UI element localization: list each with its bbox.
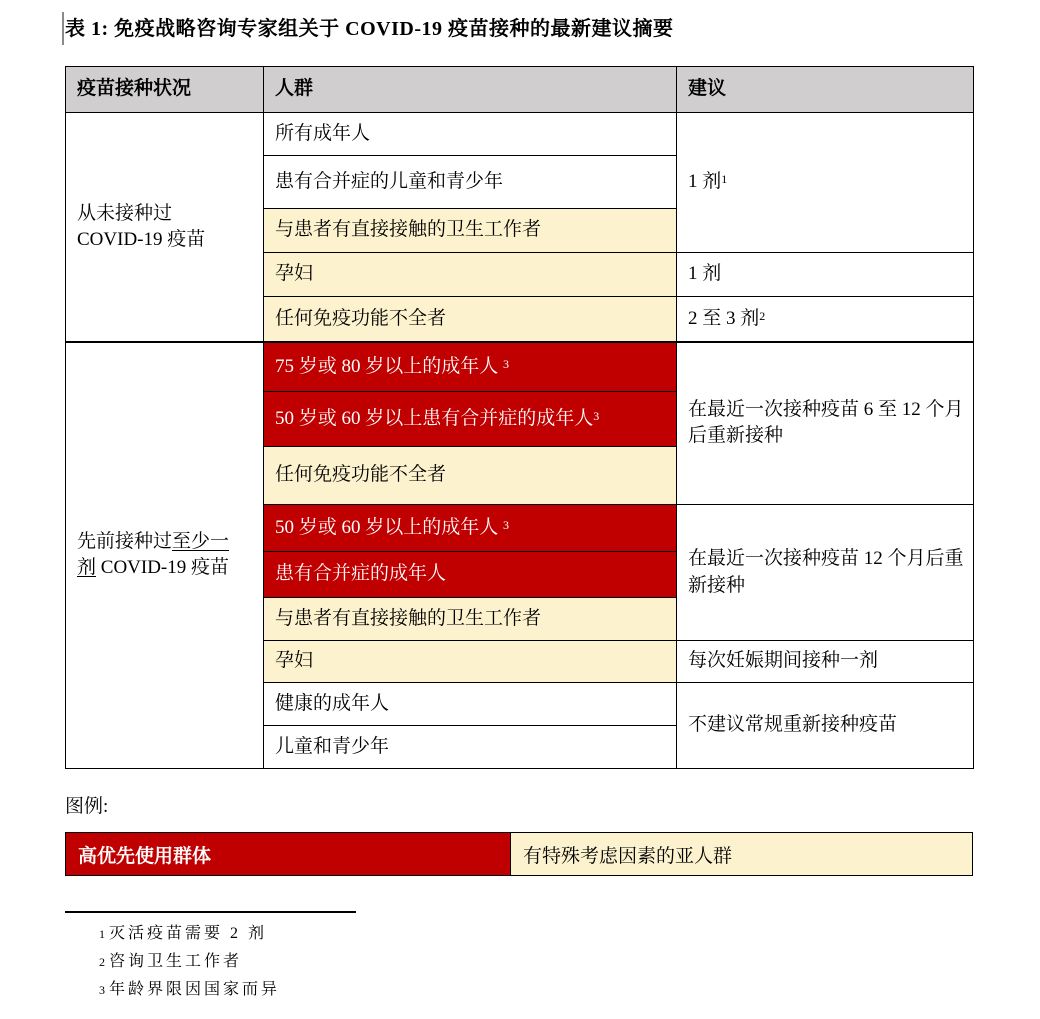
cell-population-healthy-adults: 健康的成年人 [264,683,677,726]
footnote-3-text: 年龄界限因国家而异 [109,981,281,998]
footnote-ref-3: 3 [503,356,510,371]
legend [65,832,973,876]
cell-population-immunocompromised: 任何免疫功能不全者 [264,297,677,342]
status-prev-suffix: COVID-19 疫苗 [96,557,230,579]
footnote-1-marker: 1 [99,927,105,941]
footnotes [99,920,280,1004]
cell-rec-each-pregnancy: 每次妊娠期间接种一剂 [677,641,974,683]
header-cell-status: 疫苗接种状况 [66,67,264,113]
adults-75-80-text: 75 岁或 80 岁以上的成年人 [275,355,504,377]
adults-50-60-text: 50 岁或 60 岁以上的成年人 [275,516,504,538]
footnote-separator [65,911,356,913]
cell-population-children-adolescents: 儿童和青少年 [264,726,677,769]
cell-rec-revaccinate-12-months: 在最近一次接种疫苗 12 个月后重新接种 [677,505,974,641]
cell-population-adults-50-60-comorbid [264,392,677,447]
revision-change-bar [62,12,64,45]
cell-population-adults-comorbid: 患有合并症的成年人 [264,552,677,598]
cell-rec-revaccinate-6-12-months: 在最近一次接种疫苗 6 至 12 个月后重新接种 [677,342,974,505]
footnote-1 [99,920,280,948]
footnote-ref-3: 3 [593,408,600,423]
footnote-ref-2: 2 [759,308,766,323]
cell-population-health-workers: 与患者有直接接触的卫生工作者 [264,209,677,253]
legend-special-consideration-label: 有特殊考虑因素的亚人群 [523,845,733,867]
footnote-2-text: 咨询卫生工作者 [109,953,243,970]
footnote-3-marker: 3 [99,983,105,997]
table-header-row [66,67,974,113]
cell-rec-one-dose [677,113,974,253]
cell-status-previously-vaccinated [66,342,264,769]
cell-rec-pregnant-one-dose: 1 剂 [677,253,974,297]
vaccination-recommendations-table [65,66,974,769]
table-row [66,342,974,392]
footnote-2 [99,948,280,976]
table-title: 表 1: 免疫战略咨询专家组关于 COVID-19 疫苗接种的最新建议摘要 [65,18,674,40]
cell-rec-no-routine: 不建议常规重新接种疫苗 [677,683,974,769]
footnote-3 [99,976,280,1004]
cell-status-never-vaccinated [66,113,264,342]
cell-population-comorbid-children: 患有合并症的儿童和青少年 [264,156,677,209]
legend-high-priority-label: 高优先使用群体 [78,845,212,867]
cell-population-pregnant-women: 孕妇 [264,253,677,297]
status-never-line1: 从未接种过 [77,202,173,224]
footnote-ref-3: 3 [503,517,510,532]
cell-population-health-workers-2: 与患者有直接接触的卫生工作者 [264,598,677,641]
cell-population-adults-50-60 [264,505,677,552]
status-never-line2: COVID-19 疫苗 [77,228,206,250]
cell-rec-two-three-doses [677,297,974,342]
status-prev-underlined-2: 剂 [77,557,97,579]
table-row [66,113,974,156]
header-cell-population: 人群 [264,67,677,113]
cell-population-all-adults: 所有成年人 [264,113,677,156]
legend-special-consideration-swatch [511,832,973,876]
rec-one-dose-text: 1 剂 [688,171,722,193]
rec-two-three-text: 2 至 3 剂 [688,307,760,329]
footnote-ref-1: 1 [721,172,728,187]
legend-high-priority-swatch [65,832,511,876]
footnote-2-marker: 2 [99,955,105,969]
cell-population-pregnant-women-2: 孕妇 [264,641,677,683]
status-prev-underlined-1: 至少一 [172,531,230,553]
footnote-1-text: 灭活疫苗需要 2 剂 [109,925,268,942]
status-prev-text: 先前接种过 [77,531,173,553]
legend-label: 图例: [65,796,109,817]
cell-population-adults-75-80 [264,342,677,392]
cell-population-immunocompromised-2: 任何免疫功能不全者 [264,447,677,505]
header-cell-recommendation: 建议 [677,67,974,113]
adults-50-60-comorbid-text: 50 岁或 60 岁以上患有合并症的成年人 [275,407,594,429]
